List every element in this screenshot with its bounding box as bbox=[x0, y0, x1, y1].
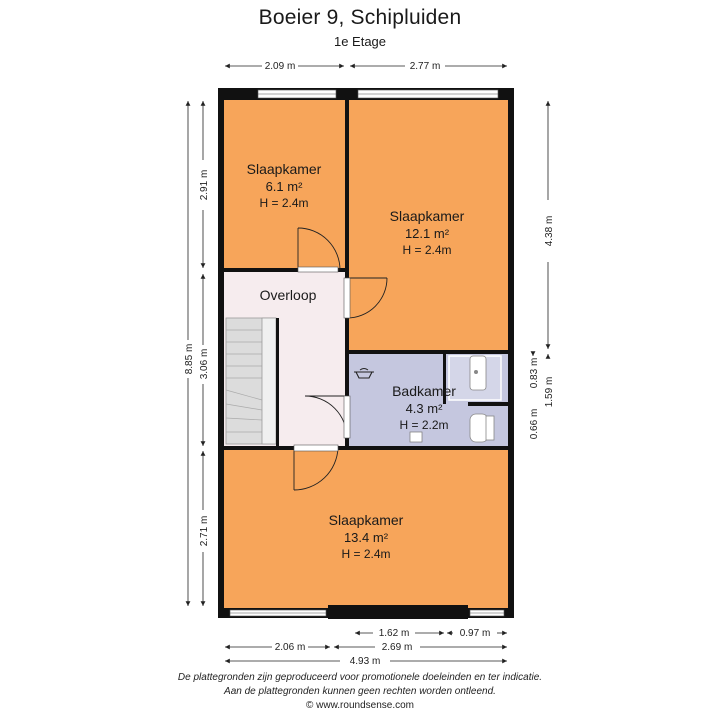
dim-bottom-a: 1.62 m bbox=[378, 628, 410, 639]
room-label-height: H = 2.4m bbox=[259, 196, 309, 210]
footer-copyright: © www.roundsense.com bbox=[306, 700, 414, 711]
stairs-icon bbox=[226, 318, 276, 444]
dim-right-c: 1.59 m bbox=[544, 376, 555, 408]
room-bedroom-bottom bbox=[224, 450, 508, 608]
footer-disclaimer-2: Aan de plattegronden kunnen geen rechten worden ontleend. bbox=[224, 686, 496, 697]
room-bedroom-top-right bbox=[349, 100, 508, 350]
dim-right-b: 0.83 m bbox=[529, 357, 540, 389]
toilet-icon bbox=[470, 414, 494, 442]
bath-small-cabinet bbox=[410, 432, 422, 442]
dim-right-top: 4.38 m bbox=[544, 215, 555, 247]
room-label-name: Slaapkamer bbox=[328, 512, 404, 528]
dim-bottom-right: 2.69 m bbox=[381, 642, 413, 653]
footer-disclaimer-1: De plattegronden zijn geproduceerd voor promotionele doeleinden en ter indicatie. bbox=[177, 672, 543, 683]
floor-subtitle: 1e Etage bbox=[333, 34, 387, 49]
room-label-height: H = 2.4m bbox=[402, 243, 452, 257]
dim-top-right: 2.77 m bbox=[409, 61, 441, 72]
dim-left-bottom: 2.71 m bbox=[199, 515, 210, 547]
room-label-name: Overloop bbox=[259, 287, 317, 303]
room-label-height: H = 2.2m bbox=[399, 418, 449, 432]
dim-bottom-b: 0.97 m bbox=[459, 628, 491, 639]
room-label-height: H = 2.4m bbox=[341, 547, 391, 561]
dim-left-total: 8.85 m bbox=[184, 343, 195, 375]
room-label-name: Slaapkamer bbox=[389, 208, 465, 224]
dim-top-left: 2.09 m bbox=[264, 61, 296, 72]
sink-icon bbox=[470, 356, 486, 390]
page-title: Boeier 9, Schipluiden bbox=[258, 6, 462, 29]
room-label-area: 13.4 m² bbox=[343, 530, 389, 545]
room-label-name: Badkamer bbox=[392, 383, 456, 399]
dim-bottom-left: 2.06 m bbox=[274, 642, 306, 653]
room-label-area: 4.3 m² bbox=[405, 401, 443, 416]
room-label-name: Slaapkamer bbox=[246, 161, 322, 177]
dim-left-mid: 3.06 m bbox=[199, 348, 210, 380]
room-label-area: 6.1 m² bbox=[265, 179, 303, 194]
dim-right-a: 0.66 m bbox=[529, 408, 540, 440]
room-label-area: 12.1 m² bbox=[404, 226, 450, 241]
dim-left-top: 2.91 m bbox=[199, 169, 210, 201]
dim-bottom-total: 4.93 m bbox=[349, 656, 381, 667]
